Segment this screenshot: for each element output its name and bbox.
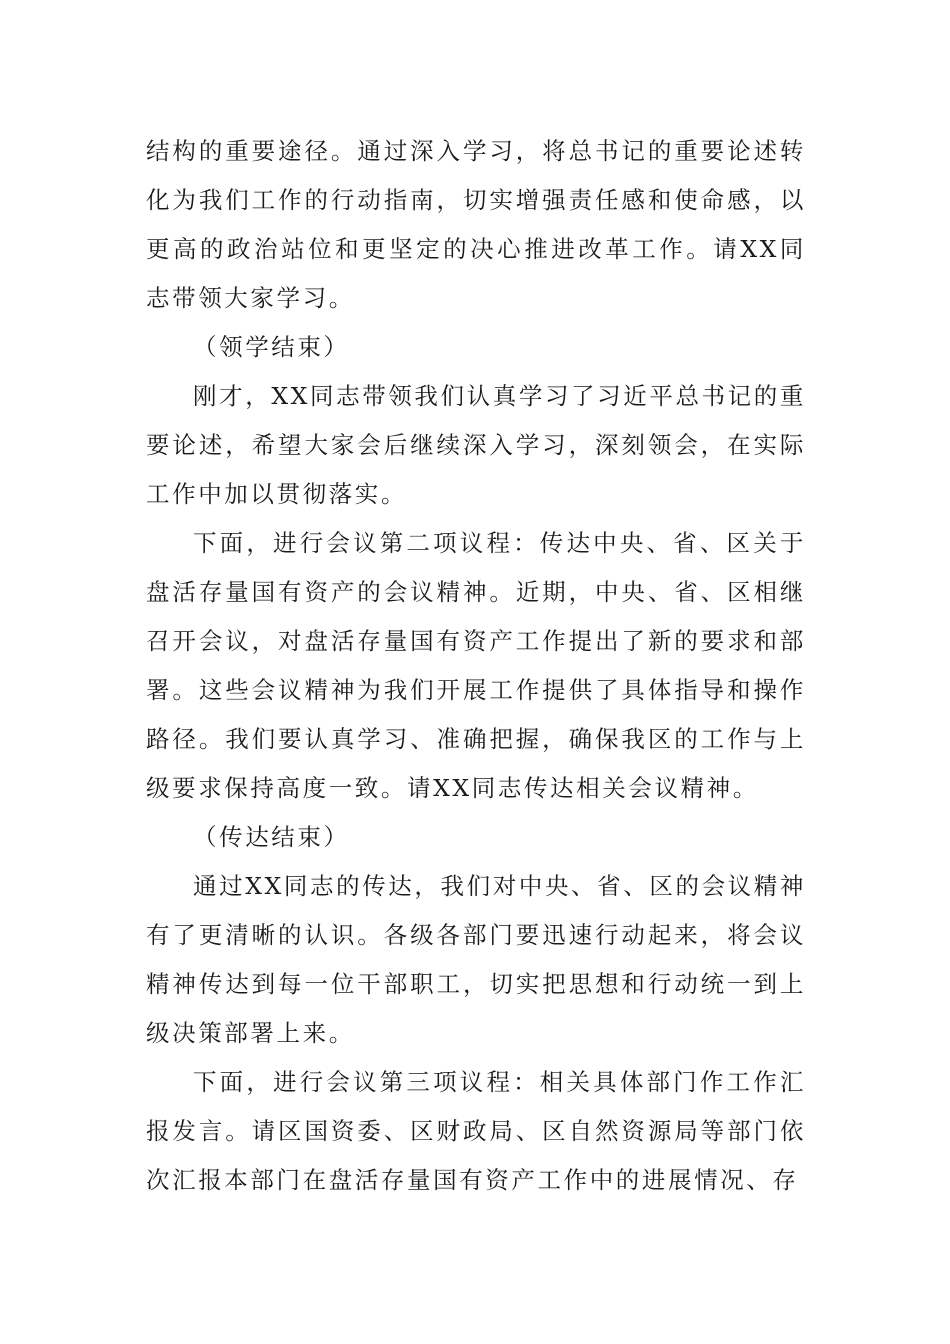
paragraph-agenda-item-three: 下面，进行会议第三项议程：相关具体部门作工作汇报发言。请区国资委、区财政局、区自然资源局等部门依次汇报本部门在盘活存量国有资产工作中的进展情况、存 bbox=[146, 1068, 806, 1194]
paragraph-agenda-item-two: 下面，进行会议第二项议程：传达中央、省、区关于盘活存量国有资产的会议精神。近期，中央、省、区相继召开会议，对盘活存量国有资产工作提出了新的要求和部署。这些会议精神为我们开展工作提供了具体指导和操作路径。我们要认真学习、准确把握，确保我区的工作与上级要求保持高度一致。请XX同志传达相关会议精神。 bbox=[146, 529, 806, 802]
aside-relay-end: （传达结束） bbox=[193, 823, 350, 851]
paragraph-relay-summary: 通过XX同志的传达，我们对中央、省、区的会议精神有了更清晰的认识。各级各部门要迅速行动起来，将会议精神传达到每一位干部职工，切实把思想和行动统一到上级决策部署上来。 bbox=[146, 872, 806, 1047]
aside-lead-study-end: （领学结束） bbox=[193, 333, 350, 361]
paragraph-continuation: 结构的重要途径。通过深入学习，将总书记的重要论述转化为我们工作的行动指南，切实增强责任感和使命感，以更高的政治站位和更坚定的决心推进改革工作。请XX同志带领大家学习。 bbox=[146, 137, 806, 312]
paragraph-study-summary: 刚才，XX同志带领我们认真学习了习近平总书记的重要论述，希望大家会后继续深入学习，深刻领会，在实际工作中加以贯彻落实。 bbox=[146, 382, 806, 508]
document-body bbox=[146, 127, 806, 1205]
